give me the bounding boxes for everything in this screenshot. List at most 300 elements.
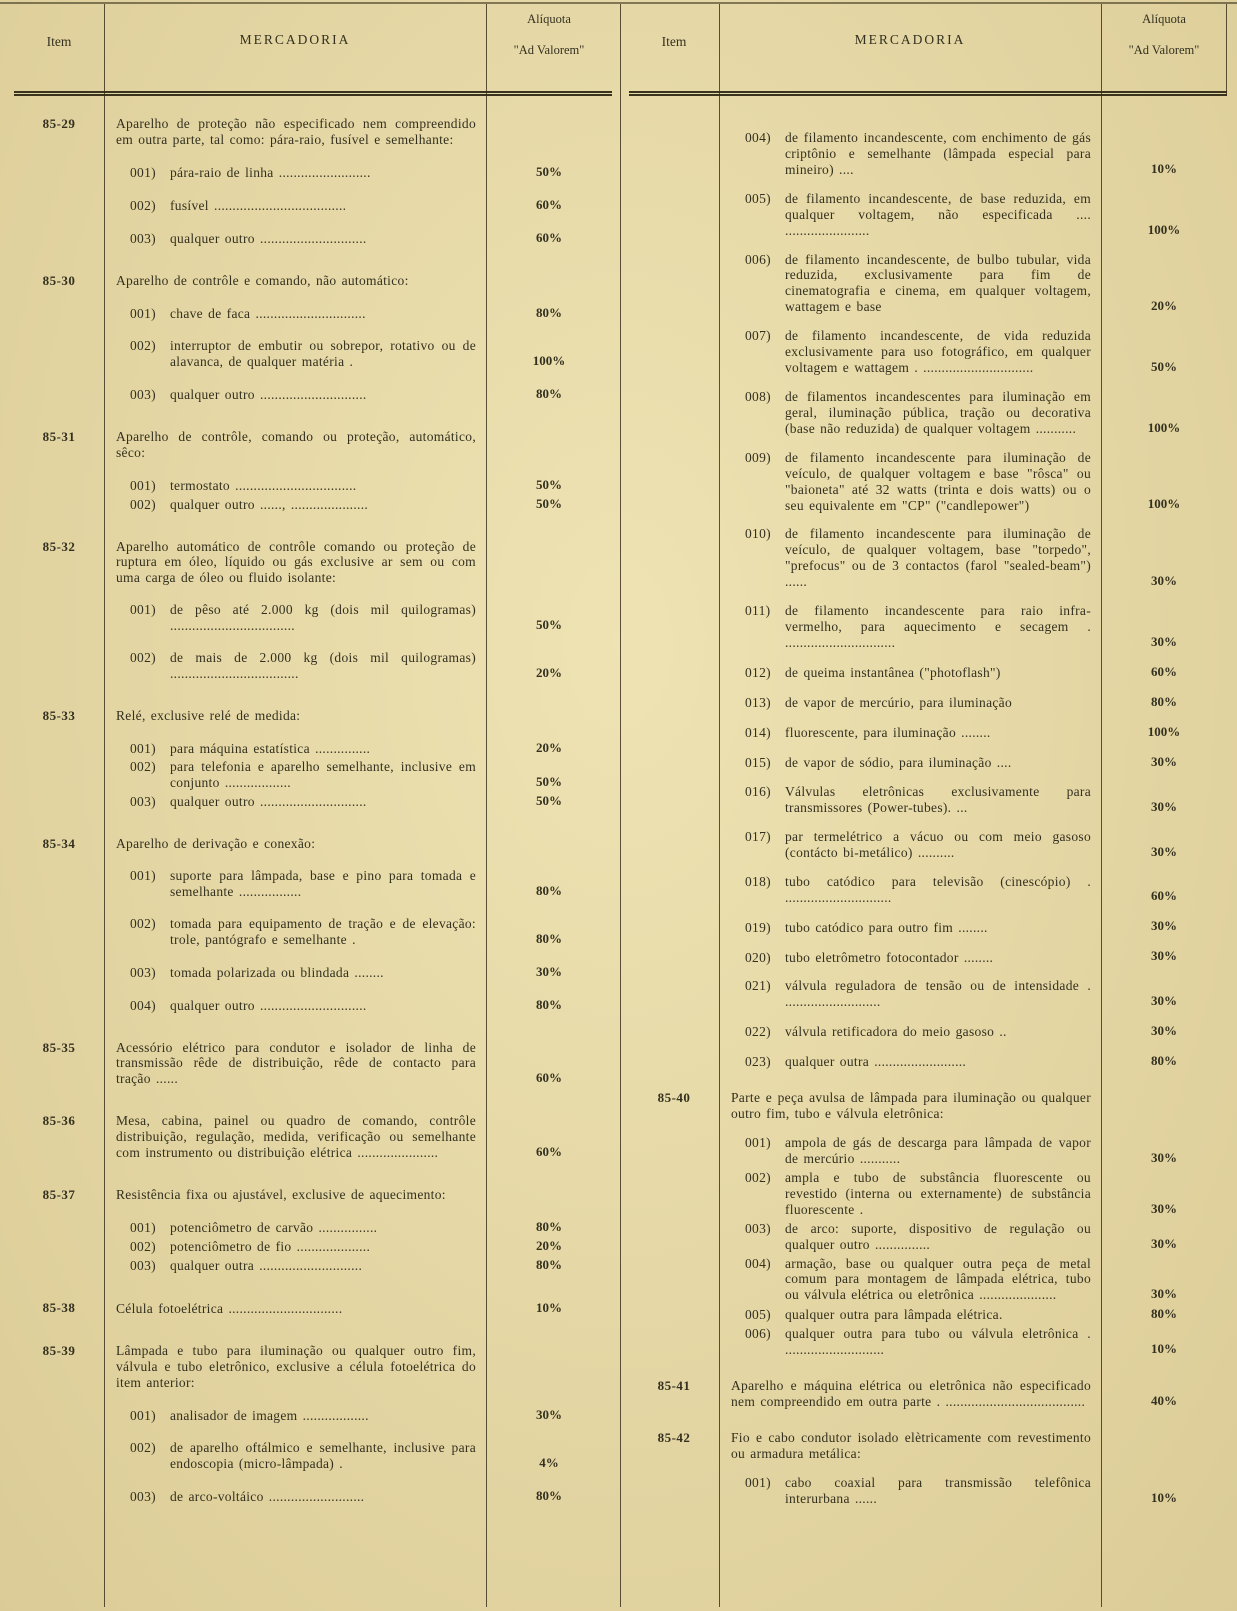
subitem-line bbox=[745, 784, 1091, 816]
subitem-rate: 100% bbox=[1147, 419, 1181, 435]
subitem-desc-cell bbox=[719, 130, 1101, 178]
subitem-line bbox=[130, 1408, 476, 1424]
entry-item-number: 85-35 bbox=[42, 1039, 76, 1055]
subitem-text: de filamento incandescente para iluminação de veículo, de qualquer voltagem, base "torpedo", "prefocus" ou de 3 contactos (farol "sealed-beam") ...... bbox=[785, 526, 1091, 590]
subitem-line bbox=[745, 1221, 1091, 1253]
subitem-line bbox=[130, 998, 476, 1014]
subitem-desc-cell bbox=[719, 1256, 1101, 1304]
subitem-text: para máquina estatística ............... bbox=[170, 741, 371, 757]
column-rule-item-mercadoria-left bbox=[104, 4, 105, 1607]
subitem-code: 003) bbox=[130, 793, 156, 809]
subitem-desc-cell bbox=[104, 165, 486, 181]
center-gutter bbox=[612, 4, 629, 1611]
subitem-line bbox=[745, 328, 1091, 376]
subitem-line bbox=[130, 650, 476, 682]
subitem-rate: 100% bbox=[1147, 723, 1181, 739]
subitem-code: 019) bbox=[745, 919, 771, 935]
subitem-text: qualquer outra ......................... bbox=[785, 1054, 967, 1070]
subitem-rate: 20% bbox=[536, 1238, 562, 1254]
entry-rate bbox=[486, 460, 612, 461]
subitem-text: de filamento incandescente, de vida reduzida exclusivamente para uso fotográfico, em qualquer voltagem e wattagem . .............................. bbox=[785, 328, 1091, 376]
entry-item-number: 85-39 bbox=[42, 1343, 76, 1359]
subitem-rate: 80% bbox=[536, 304, 562, 320]
subitem-code: 001) bbox=[130, 1220, 156, 1236]
subitem-rate: 80% bbox=[1151, 1053, 1177, 1069]
subitem-text: par termelétrico a vácuo ou com meio gasoso (contácto bi-metálico) .......... bbox=[785, 828, 1091, 860]
subitem-line bbox=[745, 978, 1091, 1010]
subitem-code: 002) bbox=[130, 197, 156, 213]
subitem-text: de filamento incandescente, de base reduzida, em qualquer voltagem, não especificada .... ....................... bbox=[785, 190, 1091, 238]
column-rule-item-mercadoria-right bbox=[719, 4, 720, 1607]
subitem-desc-cell bbox=[719, 725, 1101, 741]
entry-description-cell bbox=[104, 1187, 486, 1203]
subitem-desc-cell bbox=[104, 1239, 486, 1255]
subitem-text: qualquer outra ............................ bbox=[170, 1258, 363, 1274]
subitem-line bbox=[130, 1258, 476, 1274]
subitem-code: 001) bbox=[130, 741, 156, 757]
subitem-line bbox=[745, 755, 1091, 771]
subitem-text: de filamento incandescente, com enchimento de gás criptônio e semelhante (lâmpada especial para mineiro) .... bbox=[785, 130, 1091, 177]
entry-description-cell bbox=[104, 1113, 486, 1161]
subitem-code: 002) bbox=[130, 1439, 156, 1455]
entry-description: Aparelho de proteção não especificado nem compreendido em outra parte, tal como: pára-raio, fusível e semelhante: bbox=[116, 116, 476, 147]
entry-description: Resistência fixa ou ajustável, exclusive de aquecimento: bbox=[116, 1187, 446, 1203]
entry-rate bbox=[486, 288, 612, 289]
subitem-code: 002) bbox=[130, 758, 156, 774]
entry-item-number: 85-36 bbox=[42, 1113, 76, 1129]
column-rule-mercadoria-aliquota-left bbox=[486, 4, 487, 1607]
subitem-desc-cell bbox=[104, 387, 486, 403]
subitem-desc-cell bbox=[104, 478, 486, 494]
subitem-code: 001) bbox=[130, 477, 156, 493]
subitem-line bbox=[130, 916, 476, 948]
subitem-code: 006) bbox=[745, 1326, 771, 1342]
subitem-text: de filamento incandescente para iluminação de veículo, de qualquer voltagem e base "rôsca" ou "baioneta" até 32 watts (trinta e dois watts) ou o seu equivalente em "CP" ("candlepower") bbox=[785, 449, 1091, 513]
subitem-line bbox=[130, 965, 476, 981]
subitem-code: 003) bbox=[130, 230, 156, 246]
header-aliquota-line1: Alíquota bbox=[1142, 12, 1186, 26]
subitem-code: 017) bbox=[745, 828, 771, 844]
subitem-text: válvula retificadora do meio gasoso .. bbox=[785, 1024, 1007, 1040]
subitem-code: 001) bbox=[745, 1135, 771, 1151]
subitem-code: 004) bbox=[745, 1255, 771, 1271]
subitem-text: tubo catódico para outro fim ........ bbox=[785, 919, 988, 935]
subitem-line bbox=[130, 1239, 476, 1255]
subitem-code: 021) bbox=[745, 978, 771, 994]
entry-rate: 60% bbox=[536, 1070, 562, 1086]
subitem-text: para telefonia e aparelho semelhante, inclusive em conjunto .................. bbox=[170, 758, 476, 790]
subitem-desc-cell bbox=[719, 755, 1101, 771]
subitem-code: 002) bbox=[130, 915, 156, 931]
subitem-desc-cell bbox=[719, 252, 1101, 316]
subitem-rate: 50% bbox=[536, 617, 562, 633]
subitem-line bbox=[745, 874, 1091, 906]
header-aliquota-line1: Alíquota bbox=[527, 12, 571, 26]
subitem-rate: 60% bbox=[536, 196, 562, 212]
subitem-line bbox=[745, 603, 1091, 651]
subitem-line bbox=[130, 1489, 476, 1505]
entry-rate bbox=[1101, 1121, 1227, 1122]
subitem-text: interruptor de embutir ou sobrepor, rotativo ou de alavanca, de qualquer matéria . bbox=[170, 337, 476, 369]
subitem-rate: 10% bbox=[1151, 1341, 1177, 1357]
center-divider-line bbox=[620, 4, 621, 1607]
subitem-text: suporte para lâmpada, base e pino para tomada e semelhante ................. bbox=[170, 867, 476, 899]
header-aliquota-line2: "Ad Valorem" bbox=[1128, 43, 1200, 57]
subitem-text: qualquer outro ............................. bbox=[170, 386, 367, 402]
subitem-code: 006) bbox=[745, 251, 771, 267]
subitem-text: tomada polarizada ou blindada ........ bbox=[170, 964, 384, 980]
subitem-code: 001) bbox=[130, 1407, 156, 1423]
subitem-line bbox=[745, 1135, 1091, 1167]
subitem-desc-cell bbox=[104, 306, 486, 322]
entry-description-cell bbox=[719, 1430, 1101, 1462]
subitem-desc-cell bbox=[104, 1489, 486, 1505]
header-item-label: Item bbox=[661, 34, 687, 49]
subitem-desc-cell bbox=[719, 874, 1101, 906]
subitem-rate: 50% bbox=[536, 476, 562, 492]
header-mercadoria-label: MERCADORIA bbox=[854, 32, 966, 47]
subitem-desc-cell bbox=[104, 1220, 486, 1236]
subitem-desc-cell bbox=[104, 998, 486, 1014]
subitem-desc-cell bbox=[719, 1024, 1101, 1040]
subitem-rate: 80% bbox=[536, 1219, 562, 1235]
entry-item-number: 85-29 bbox=[42, 116, 76, 131]
subitem-line bbox=[745, 1326, 1091, 1358]
subitem-desc-cell bbox=[719, 603, 1101, 651]
subitem-rate: 30% bbox=[1151, 918, 1177, 934]
entry-item-number: 85-41 bbox=[657, 1378, 691, 1394]
entry-rate bbox=[1101, 116, 1227, 117]
subitem-code: 022) bbox=[745, 1024, 771, 1040]
subitem-text: tubo eletrômetro fotocontador ........ bbox=[785, 949, 994, 965]
entry-description-cell bbox=[104, 1343, 486, 1391]
entry-rate bbox=[486, 1390, 612, 1391]
subitem-text: pára-raio de linha ......................... bbox=[170, 164, 371, 180]
subitem-desc-cell bbox=[104, 497, 486, 513]
subitem-code: 008) bbox=[745, 388, 771, 404]
entry-description-cell bbox=[104, 539, 486, 587]
left-half bbox=[14, 4, 612, 1611]
subitem-text: de pêso até 2.000 kg (dois mil quilogramas) .................................. bbox=[170, 602, 476, 634]
subitem-code: 010) bbox=[745, 526, 771, 542]
subitem-line bbox=[130, 231, 476, 247]
entry-item-number: 85-37 bbox=[42, 1187, 76, 1203]
subitem-line bbox=[130, 868, 476, 900]
subitem-rate: 10% bbox=[1151, 160, 1177, 176]
subitem-rate: 30% bbox=[1151, 843, 1177, 859]
subitem-line bbox=[130, 602, 476, 634]
subitem-text: chave de faca .............................. bbox=[170, 305, 366, 321]
entry-description-cell bbox=[104, 1040, 486, 1088]
subitem-text: de vapor de mercúrio, para iluminação bbox=[785, 694, 1013, 710]
subitem-desc-cell bbox=[719, 328, 1101, 376]
subitem-code: 001) bbox=[130, 164, 156, 180]
subitem-line bbox=[130, 387, 476, 403]
subitem-text: de mais de 2.000 kg (dois mil quilogramas) ................................... bbox=[170, 650, 476, 682]
subitem-rate: 30% bbox=[1151, 573, 1177, 589]
subitem-desc-cell bbox=[719, 920, 1101, 936]
entry-description-cell bbox=[104, 836, 486, 852]
header-aliquota-label bbox=[486, 4, 612, 91]
subitem-text: qualquer outra para lâmpada elétrica. bbox=[785, 1307, 1003, 1323]
header-item-label: Item bbox=[46, 34, 72, 49]
entry-item-number: 85-32 bbox=[42, 538, 76, 554]
subitem-code: 012) bbox=[745, 664, 771, 680]
subitem-line bbox=[130, 741, 476, 757]
subitem-code: 015) bbox=[745, 754, 771, 770]
subitem-code: 001) bbox=[130, 602, 156, 618]
subitem-text: cabo coaxial para transmissão telefônica interurbana ...... bbox=[785, 1474, 1091, 1506]
subitem-code: 005) bbox=[745, 1307, 771, 1323]
entry-description: Aparelho de contrôle, comando ou proteção, automático, sêco: bbox=[116, 428, 476, 460]
entry-rate bbox=[486, 147, 612, 148]
subitem-line bbox=[130, 794, 476, 810]
entry-description-cell bbox=[719, 1090, 1101, 1122]
subitem-rate: 100% bbox=[532, 352, 566, 368]
subitem-code: 018) bbox=[745, 873, 771, 889]
subitem-rate: 50% bbox=[1151, 358, 1177, 374]
subitem-rate: 80% bbox=[536, 385, 562, 401]
subitem-rate: 80% bbox=[536, 882, 562, 898]
subitem-line bbox=[130, 497, 476, 513]
subitem-code: 003) bbox=[130, 1258, 156, 1274]
right-edge-rule bbox=[1226, 4, 1227, 96]
subitem-desc-cell bbox=[719, 1307, 1101, 1323]
subitem-text: ampola de gás de descarga para lâmpada de vapor de mercúrio ........... bbox=[785, 1135, 1091, 1167]
subitem-line bbox=[745, 1170, 1091, 1218]
subitem-desc-cell bbox=[104, 965, 486, 981]
subitem-line bbox=[130, 306, 476, 322]
subitem-desc-cell bbox=[719, 191, 1101, 239]
subitem-desc-cell bbox=[719, 1170, 1101, 1218]
subitem-rate: 50% bbox=[536, 773, 562, 789]
subitem-rate: 80% bbox=[536, 1257, 562, 1273]
subitem-rate: 30% bbox=[1151, 993, 1177, 1009]
subitem-line bbox=[745, 1307, 1091, 1323]
subitem-desc-cell bbox=[719, 1475, 1101, 1507]
subitem-line bbox=[745, 665, 1091, 681]
subitem-rate: 30% bbox=[1151, 798, 1177, 814]
subitem-desc-cell bbox=[104, 198, 486, 214]
subitem-rate: 60% bbox=[1151, 888, 1177, 904]
entry-description-cell bbox=[104, 273, 486, 289]
subitem-desc-cell bbox=[719, 665, 1101, 681]
subitem-text: potenciômetro de fio .................... bbox=[170, 1239, 371, 1255]
subitem-text: analisador de imagem .................. bbox=[170, 1407, 369, 1423]
subitem-code: 003) bbox=[130, 964, 156, 980]
subitem-line bbox=[745, 950, 1091, 966]
subitem-line bbox=[745, 695, 1091, 711]
entry-rate bbox=[1101, 1461, 1227, 1462]
subitem-rate: 30% bbox=[536, 1406, 562, 1422]
entry-description: Fio e cabo condutor isolado elètricamente com revestimento ou armadura metálica: bbox=[731, 1430, 1091, 1461]
subitem-desc-cell bbox=[719, 1135, 1101, 1167]
subitem-rate: 30% bbox=[1151, 948, 1177, 964]
subitem-code: 003) bbox=[745, 1220, 771, 1236]
subitem-text: qualquer outro ............................. bbox=[170, 793, 367, 809]
subitem-rate: 80% bbox=[1151, 1306, 1177, 1322]
subitem-desc-cell bbox=[719, 389, 1101, 437]
subitem-desc-cell bbox=[719, 695, 1101, 711]
subitem-rate: 20% bbox=[1151, 298, 1177, 314]
subitem-text: de filamentos incandescentes para iluminação em geral, iluminação pública, tração ou decorativa (base não reduzida) de qualquer voltagem ........... bbox=[785, 388, 1091, 436]
subitem-desc-cell bbox=[719, 829, 1101, 861]
subitem-rate: 30% bbox=[1151, 1235, 1177, 1251]
subitem-code: 002) bbox=[130, 496, 156, 512]
subitem-desc-cell bbox=[104, 741, 486, 757]
entry-rate: 10% bbox=[536, 1300, 562, 1316]
subitem-line bbox=[745, 252, 1091, 316]
subitem-rate: 30% bbox=[1151, 1286, 1177, 1302]
subitem-code: 002) bbox=[130, 1239, 156, 1255]
entry-description-cell bbox=[719, 1378, 1101, 1410]
subitem-rate: 30% bbox=[1151, 753, 1177, 769]
subitem-desc-cell bbox=[719, 450, 1101, 514]
entry-description: Acessório elétrico para condutor e isolador de linha de transmissão rêde de distribuição, rêde de contacto para tração ...... bbox=[116, 1039, 476, 1087]
subitem-rate: 30% bbox=[1151, 1149, 1177, 1165]
header-aliquota-label bbox=[1101, 4, 1227, 91]
subitem-desc-cell bbox=[104, 650, 486, 682]
subitem-desc-cell bbox=[719, 978, 1101, 1010]
entry-item-number: 85-42 bbox=[657, 1430, 691, 1446]
subitem-line bbox=[745, 1256, 1091, 1304]
subitem-code: 002) bbox=[130, 337, 156, 353]
entry-description-cell bbox=[104, 116, 486, 148]
subitem-desc-cell bbox=[104, 1440, 486, 1472]
subitem-rate: 80% bbox=[1151, 693, 1177, 709]
subitem-text: qualquer outro ............................. bbox=[170, 230, 367, 246]
entry-description-cell bbox=[104, 708, 486, 724]
subitem-desc-cell bbox=[104, 794, 486, 810]
entry-description: Mesa, cabina, painel ou quadro de comando, contrôle distribuição, regulação, medida, verificação ou semelhante com instrumento ou distribuição elétrica ...................... bbox=[116, 1113, 476, 1161]
subitem-text: de filamento incandescente para raio infra-vermelho, para aquecimento e secagem . .............................. bbox=[785, 603, 1091, 650]
entry-description: Aparelho de contrôle e comando, não automático: bbox=[116, 272, 409, 288]
entry-rate bbox=[486, 723, 612, 724]
subitem-code: 016) bbox=[745, 783, 771, 799]
subitem-rate: 30% bbox=[1151, 1023, 1177, 1039]
subitem-desc-cell bbox=[104, 1408, 486, 1424]
header-mercadoria-label: MERCADORIA bbox=[239, 32, 351, 47]
subitem-text: de vapor de sódio, para iluminação .... bbox=[785, 754, 1012, 770]
subitem-rate: 80% bbox=[536, 1487, 562, 1503]
subitem-desc-cell bbox=[104, 1258, 486, 1274]
subitem-text: potenciômetro de carvão ................ bbox=[170, 1220, 378, 1236]
subitem-text: armação, base ou qualquer outra peça de metal comum para montagem de lâmpada elétrica, tubo ou válvula elétrica ou eletrônica ..................... bbox=[785, 1255, 1091, 1303]
subitem-rate: 50% bbox=[536, 163, 562, 179]
subitem-line bbox=[745, 130, 1091, 178]
subitem-line bbox=[130, 198, 476, 214]
subitem-desc-cell bbox=[719, 526, 1101, 590]
subitem-text: termostato ................................. bbox=[170, 477, 357, 493]
subitem-line bbox=[745, 725, 1091, 741]
entry-rate: 40% bbox=[1151, 1393, 1177, 1409]
subitem-line bbox=[745, 1024, 1091, 1040]
subitem-line bbox=[745, 1475, 1091, 1507]
entry-rate bbox=[486, 585, 612, 586]
subitem-text: fluorescente, para iluminação ........ bbox=[785, 724, 991, 740]
subitem-rate: 60% bbox=[536, 229, 562, 245]
subitem-text: ampla e tubo de substância fluorescente ou revestido (interna ou externamente) de substância fluorescente . bbox=[785, 1169, 1091, 1217]
subitem-code: 001) bbox=[130, 867, 156, 883]
subitem-code: 009) bbox=[745, 449, 771, 465]
entry-description: Célula fotoelétrica ............................... bbox=[116, 1301, 343, 1317]
subitem-rate: 60% bbox=[1151, 663, 1177, 679]
subitem-code: 005) bbox=[745, 190, 771, 206]
subitem-desc-cell bbox=[104, 916, 486, 948]
subitem-desc-cell bbox=[104, 759, 486, 791]
subitem-code: 004) bbox=[130, 997, 156, 1013]
subitem-line bbox=[745, 526, 1091, 590]
subitem-line bbox=[130, 1440, 476, 1472]
subitem-line bbox=[745, 191, 1091, 239]
subitem-line bbox=[130, 165, 476, 181]
subitem-code: 004) bbox=[745, 130, 771, 145]
entry-rate bbox=[486, 851, 612, 852]
subitem-rate: 4% bbox=[539, 1454, 559, 1470]
subitem-text: de filamento incandescente, de bulbo tubular, vida reduzida, exclusivamente para fim de cinematografia e cinema, em qualquer voltagem, wattagem e base bbox=[785, 251, 1091, 315]
entry-item-number: 85-30 bbox=[42, 272, 76, 288]
subitem-rate: 50% bbox=[536, 495, 562, 511]
subitem-desc-cell bbox=[719, 784, 1101, 816]
subitem-desc-cell bbox=[104, 868, 486, 900]
subitem-rate: 10% bbox=[1151, 1489, 1177, 1505]
subitem-line bbox=[745, 920, 1091, 936]
subitem-rate: 30% bbox=[1151, 633, 1177, 649]
entry-description: Parte e peça avulsa de lâmpada para iluminação ou qualquer outro fim, tubo e válvula eletrônica: bbox=[731, 1090, 1091, 1122]
subitem-code: 013) bbox=[745, 694, 771, 710]
subitem-rate: 100% bbox=[1147, 496, 1181, 512]
subitem-rate: 30% bbox=[536, 963, 562, 979]
entry-rate: 60% bbox=[536, 1144, 562, 1160]
subitem-text: válvula reguladora de tensão ou de intensidade . .......................... bbox=[785, 978, 1091, 1010]
subitem-code: 020) bbox=[745, 949, 771, 965]
entry-item-number: 85-31 bbox=[42, 428, 76, 444]
subitem-desc-cell bbox=[719, 950, 1101, 966]
subitem-code: 002) bbox=[745, 1169, 771, 1185]
header-aliquota-line2: "Ad Valorem" bbox=[513, 43, 585, 57]
subitem-desc-cell bbox=[104, 602, 486, 634]
right-half bbox=[629, 4, 1227, 1611]
subitem-rate: 30% bbox=[1151, 1200, 1177, 1216]
subitem-line bbox=[745, 1054, 1091, 1070]
entry-description-cell bbox=[104, 429, 486, 461]
subitem-desc-cell bbox=[104, 338, 486, 370]
subitem-text: tubo catódico para televisão (cinescópio) . ............................. bbox=[785, 873, 1091, 905]
subitem-line bbox=[130, 759, 476, 791]
subitem-text: Válvulas eletrônicas exclusivamente para transmissores (Power-tubes). ... bbox=[785, 783, 1091, 815]
entry-description: Lâmpada e tubo para iluminação ou qualquer outro fim, válvula e tubo eletrônico, exclusive a célula fotoelétrica do item anterior: bbox=[116, 1343, 476, 1390]
subitem-text: tomada para equipamento de tração e de elevação: trole, pantógrafo e semelhante . bbox=[170, 915, 476, 947]
entry-description: Aparelho de derivação e conexão: bbox=[116, 835, 316, 851]
entry-description-cell bbox=[104, 1301, 486, 1317]
subitem-line bbox=[745, 450, 1091, 514]
subitem-desc-cell bbox=[719, 1326, 1101, 1358]
subitem-line bbox=[130, 338, 476, 370]
subitem-code: 014) bbox=[745, 724, 771, 740]
subitem-text: de arco: suporte, dispositivo de regulação ou qualquer outro ............... bbox=[785, 1220, 1091, 1252]
entry-item-number: 85-34 bbox=[42, 835, 76, 851]
subitem-code: 023) bbox=[745, 1054, 771, 1070]
entry-item-number: 85-38 bbox=[42, 1300, 76, 1316]
subitem-rate: 20% bbox=[536, 739, 562, 755]
subitem-desc-cell bbox=[719, 1221, 1101, 1253]
subitem-text: fusível .................................... bbox=[170, 197, 347, 213]
subitem-code: 001) bbox=[130, 305, 156, 321]
entry-description: Aparelho e máquina elétrica ou eletrônica não especificado nem compreendido em outra parte . ...................................... bbox=[731, 1378, 1091, 1410]
subitem-text: qualquer outra para tubo ou válvula eletrônica . ........................... bbox=[785, 1326, 1091, 1358]
subitem-code: 007) bbox=[745, 328, 771, 344]
subitem-code: 001) bbox=[745, 1474, 771, 1490]
